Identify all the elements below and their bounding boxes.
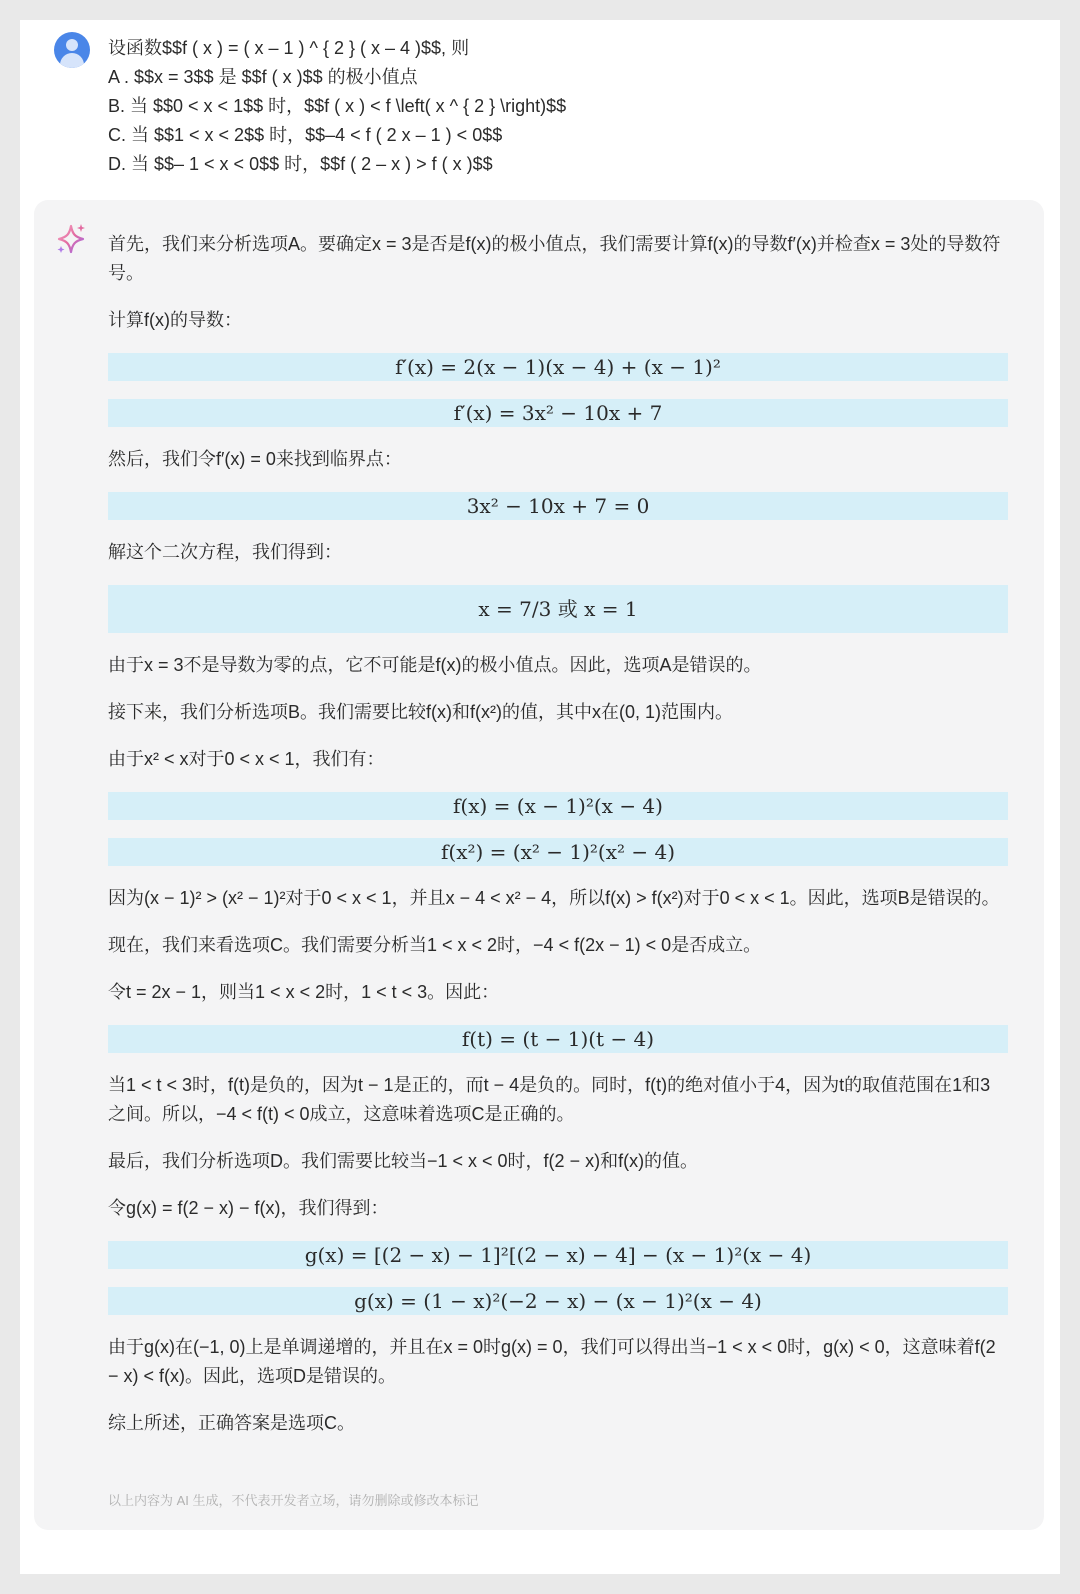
answer-paragraph: 接下来，我们分析选项B。我们需要比较f(x)和f(x²)的值，其中x在(0, 1)范围内。 bbox=[108, 702, 733, 722]
math-block: f(x²) = (x² − 1)²(x² − 4) bbox=[108, 838, 1008, 866]
ai-sparkle-icon bbox=[54, 222, 88, 256]
answer-paragraph: 首先，我们来分析选项A。要确定x = 3是否是f(x)的极小值点，我们需要计算f(x)的导数f′(x)并检查x = 3处的导数符号。 bbox=[108, 234, 1001, 283]
answer-paragraph: 解这个二次方程，我们得到： bbox=[108, 542, 342, 562]
user-avatar[interactable] bbox=[54, 32, 90, 68]
answer-paragraph: 令g(x) = f(2 − x) − f(x)，我们得到： bbox=[108, 1198, 389, 1218]
answer-paragraph: 计算f(x)的导数： bbox=[108, 310, 242, 330]
answer-paragraph: 因为(x − 1)² > (x² − 1)²对于0 < x < 1，并且x − 4 < x² − 4，所以f(x) > f(x²)对于0 < x < 1。因此，选项B是错误的。 bbox=[108, 888, 1000, 908]
answer-paragraph: 最后，我们分析选项D。我们需要比较当−1 < x < 0时，f(2 − x)和f(x)的值。 bbox=[108, 1151, 699, 1171]
question-option-d: D. 当 $$– 1 < x < 0$$ 时，$$f ( 2 – x ) > f ( x )$$ bbox=[108, 154, 493, 174]
question-line: 设函数$$f ( x ) = ( x – 1 ) ^ { 2 } ( x – 4 )$$, 则 bbox=[108, 38, 470, 58]
math-block: 3x² − 10x + 7 = 0 bbox=[108, 492, 1008, 520]
answer-paragraph: 令t = 2x − 1，则当1 < x < 2时，1 < t < 3。因此： bbox=[108, 982, 500, 1002]
chat-frame bbox=[20, 20, 1060, 1574]
user-message bbox=[20, 20, 1060, 200]
ai-answer-card bbox=[34, 200, 1044, 1530]
math-block: x = 7/3 或 x = 1 bbox=[108, 585, 1008, 633]
answer-paragraph: 由于x² < x对于0 < x < 1，我们有： bbox=[108, 749, 385, 769]
question-option-a: A . $$x = 3$$ 是 $$f ( x )$$ 的极小值点 bbox=[108, 67, 418, 87]
question-text bbox=[108, 34, 1008, 179]
avatar-head-shape bbox=[66, 39, 78, 51]
avatar-body-shape bbox=[60, 53, 84, 68]
math-block: f′(x) = 2(x − 1)(x − 4) + (x − 1)² bbox=[108, 353, 1008, 381]
answer-paragraph: 由于g(x)在(−1, 0)上是单调递增的，并且在x = 0时g(x) = 0，我们可以得出当−1 < x < 0时，g(x) < 0，这意味着f(2 − x) < f(x)。因此，选项D是错误的。 bbox=[108, 1337, 996, 1386]
answer-paragraph: 由于x = 3不是导数为零的点，它不可能是f(x)的极小值点。因此，选项A是错误的。 bbox=[108, 655, 762, 675]
answer-paragraph: 当1 < t < 3时，f(t)是负的，因为t − 1是正的，而t − 4是负的。同时，f(t)的绝对值小于4，因为t的取值范围在1和3之间。所以，−4 < f(t) < 0成立，这意味着选项C是正确的。 bbox=[108, 1075, 991, 1124]
math-block: f(t) = (t − 1)(t − 4) bbox=[108, 1025, 1008, 1053]
math-block: g(x) = [(2 − x) − 1]²[(2 − x) − 4] − (x − 1)²(x − 4) bbox=[108, 1241, 1008, 1269]
answer-content bbox=[108, 230, 1008, 1456]
answer-paragraph: 然后，我们令f′(x) = 0来找到临界点： bbox=[108, 449, 402, 469]
question-option-c: C. 当 $$1 < x < 2$$ 时，$$–4 < f ( 2 x – 1 ) < 0$$ bbox=[108, 125, 503, 145]
answer-conclusion: 综上所述，正确答案是选项C。 bbox=[108, 1413, 355, 1433]
question-option-b: B. 当 $$0 < x < 1$$ 时，$$f ( x ) < f \left( x ^ { 2 } \right)$$ bbox=[108, 96, 567, 116]
ai-disclaimer: 以上内容为 AI 生成，不代表开发者立场，请勿删除或修改本标记 bbox=[108, 1493, 479, 1508]
math-block: f(x) = (x − 1)²(x − 4) bbox=[108, 792, 1008, 820]
math-block: f′(x) = 3x² − 10x + 7 bbox=[108, 399, 1008, 427]
math-block: g(x) = (1 − x)²(−2 − x) − (x − 1)²(x − 4) bbox=[108, 1287, 1008, 1315]
answer-paragraph: 现在，我们来看选项C。我们需要分析当1 < x < 2时，−4 < f(2x − 1) < 0是否成立。 bbox=[108, 935, 762, 955]
